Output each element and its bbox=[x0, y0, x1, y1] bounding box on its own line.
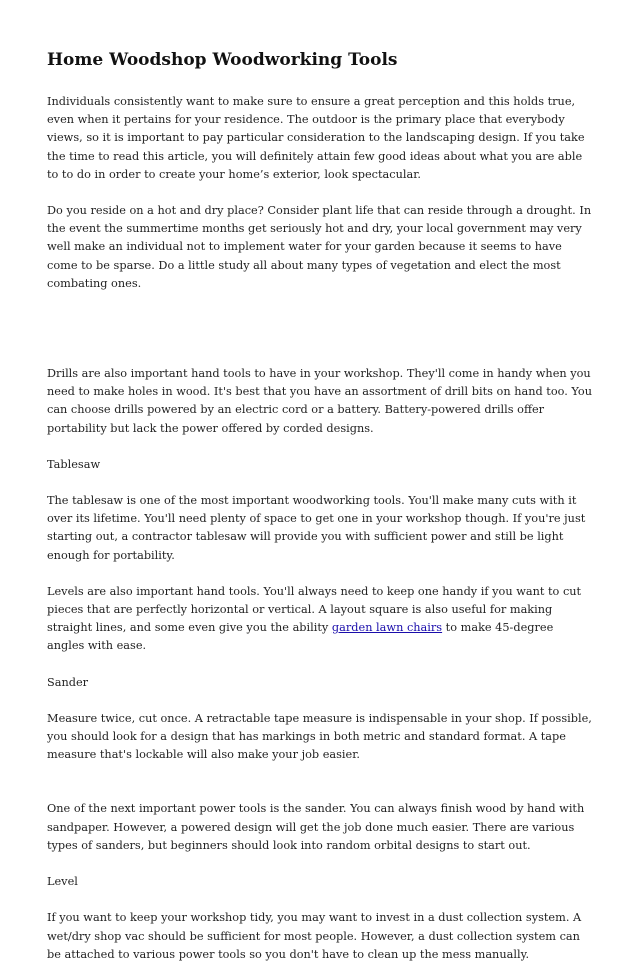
paragraph-levels bbox=[47, 583, 594, 656]
section-heading-sander: Sander bbox=[47, 675, 89, 689]
garden-lawn-chairs-link[interactable]: garden lawn chairs bbox=[331, 621, 443, 635]
levels-text-before: Levels are also important hand tools. You'll always need to keep one handy if you want to cut pieces that are perfectly horizontal or vertical. A layout square is also useful for making straight lines, and some even give you the ability bbox=[47, 584, 582, 635]
paragraph-tablesaw: The tablesaw is one of the most important woodworking tools. You'll make many cuts with it over its lifetime. You'll need plenty of space to get one in your workshop though. If you're just starting out, a contractor tablesaw will provide you with sufficient power and still be light enough for portability. bbox=[47, 494, 586, 562]
paragraph-drills: Drills are also important hand tools to have in your workshop. They'll come in handy when you need to make holes in wood. It's best that you have an assortment of drill bits on hand too. You can choose drills powered by an electric cord or a battery. Battery-powered drills offer portability but lack the power offered by corded designs. bbox=[47, 367, 592, 435]
paragraph-tape-measure: Measure twice, cut once. A retractable tape measure is indispensable in your shop. If possible, you should look for a design that has markings in both metric and standard format. A tape measure that's lockable will also make your job easier. bbox=[47, 711, 592, 762]
paragraph-dust-collection: If you want to keep your workshop tidy, you may want to invest in a dust collection system. A wet/dry shop vac should be sufficient for most people. However, a dust collection system can be attached to various power tools so you don't have to clean up the mess manually. bbox=[47, 911, 582, 961]
paragraph-drought: Do you reside on a hot and dry place? Consider plant life that can reside through a drought. In the event the summertime months get seriously hot and dry, your local government may very well make an individual not to implement water for your garden because it seems to have come to be sparse. Do a little study all about many types of vegetation and elect the most combating ones. bbox=[47, 204, 592, 290]
levels-text-after: to make 45-degree angles with ease. bbox=[47, 621, 554, 653]
blank-space-small bbox=[47, 782, 594, 800]
paragraph-intro: Individuals consistently want to make sure to ensure a great perception and this holds true, even when it pertains for your residence. The outdoor is the primary place that everybody views, so it is important to pay particular consideration to the landscaping design. If you take the time to read this article, you will definitely attain few good ideas about what you are able to to do in order to create your home’s exterior, look spectacular. bbox=[47, 95, 585, 181]
document-title: Home Woodshop Woodworking Tools bbox=[47, 50, 398, 70]
blank-space bbox=[47, 311, 594, 365]
section-heading-level: Level bbox=[47, 875, 78, 889]
section-heading-tablesaw: Tablesaw bbox=[47, 457, 101, 471]
paragraph-sander: One of the next important power tools is the sander. You can always finish wood by hand with sandpaper. However, a powered design will get the job done much easier. There are various types of sanders, but beginners should look into random orbital designs to start out. bbox=[47, 802, 585, 852]
